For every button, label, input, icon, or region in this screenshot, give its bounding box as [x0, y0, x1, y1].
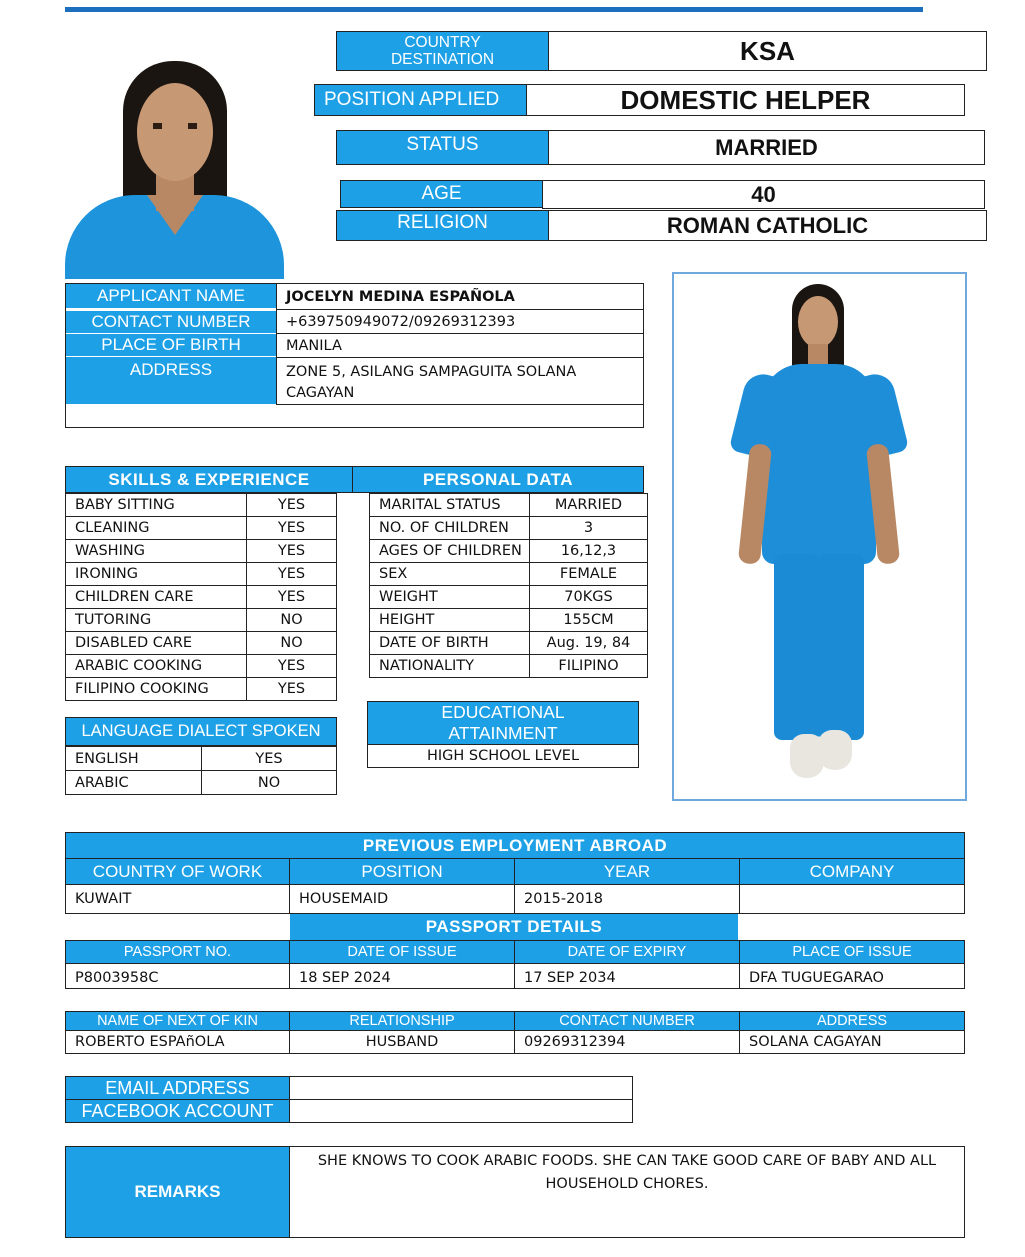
skill-name-cell: BABY SITTING	[65, 493, 247, 517]
passport-col-issue: DATE OF ISSUE	[289, 940, 515, 964]
language-name-cell: ENGLISH	[65, 746, 202, 771]
facebook-label: FACEBOOK ACCOUNT	[65, 1099, 290, 1123]
place-of-birth-label: PLACE OF BIRTH	[66, 334, 276, 356]
passport-issue-value: 18 SEP 2024	[289, 963, 515, 989]
contact-number-value: +639750949072/09269312393	[276, 309, 644, 334]
personal-value-cell: FEMALE	[529, 562, 648, 586]
applicant-name-value: JOCELYN MEDINA ESPAÑOLA	[276, 283, 644, 310]
education-value: HIGH SCHOOL LEVEL	[367, 744, 639, 768]
right-shoe-shape	[818, 730, 852, 770]
language-name-cell: ARABIC	[65, 770, 202, 795]
personal-field-cell: SEX	[369, 562, 530, 586]
employment-col-position: POSITION	[289, 858, 515, 885]
scrub-pants-right-shape	[818, 554, 864, 740]
language-value-cell: NO	[201, 770, 337, 795]
kin-col-address: ADDRESS	[739, 1011, 965, 1031]
address-label: ADDRESS	[66, 357, 276, 404]
employment-title: PREVIOUS EMPLOYMENT ABROAD	[65, 832, 965, 859]
passport-place-value: DFA TUGUEGARAO	[739, 963, 965, 989]
status-value: MARRIED	[548, 130, 985, 165]
employment-company-cell	[739, 884, 965, 914]
kin-relationship-value: HUSBAND	[289, 1030, 515, 1054]
skill-value-cell: NO	[246, 631, 337, 655]
position-applied-label: POSITION APPLIED	[314, 84, 527, 116]
employment-position-cell: HOUSEMAID	[289, 884, 515, 914]
age-value: 40	[542, 180, 985, 209]
employment-col-company: COMPANY	[739, 858, 965, 885]
skill-value-cell: YES	[246, 516, 337, 540]
facebook-value	[289, 1099, 633, 1123]
kin-name-value: ROBERTO ESPAñOLA	[65, 1030, 290, 1054]
skill-value-cell: YES	[246, 585, 337, 609]
place-of-birth-value: MANILA	[276, 333, 644, 358]
skill-name-cell: IRONING	[65, 562, 247, 586]
personal-data-title: PERSONAL DATA	[352, 466, 644, 493]
passport-number-value: P8003958C	[65, 963, 290, 989]
passport-expiry-value: 17 SEP 2034	[514, 963, 740, 989]
kin-contact-value: 09269312394	[514, 1030, 740, 1054]
religion-value: ROMAN CATHOLIC	[548, 210, 987, 241]
kin-address-value: SOLANA CAGAYAN	[739, 1030, 965, 1054]
personal-value-cell: Aug. 19, 84	[529, 631, 648, 655]
employment-col-year: YEAR	[514, 858, 740, 885]
remarks-value: SHE KNOWS TO COOK ARABIC FOODS. SHE CAN TAKE GOOD CARE OF BABY AND ALL HOUSEHOLD CHORES.	[289, 1146, 965, 1238]
personal-field-cell: DATE OF BIRTH	[369, 631, 530, 655]
face-shape	[137, 83, 213, 181]
personal-value-cell: 3	[529, 516, 648, 540]
address-value: ZONE 5, ASILANG SAMPAGUITA SOLANA CAGAYAN	[276, 357, 644, 405]
country-destination-value: KSA	[548, 31, 987, 71]
skill-name-cell: WASHING	[65, 539, 247, 563]
employment-col-country: COUNTRY OF WORK	[65, 858, 290, 885]
personal-value-cell: FILIPINO	[529, 654, 648, 678]
face-shape	[798, 296, 838, 348]
personal-value-cell: 16,12,3	[529, 539, 648, 563]
scrub-pants-left-shape	[774, 554, 820, 740]
kin-col-relationship: RELATIONSHIP	[289, 1011, 515, 1031]
skill-value-cell: YES	[246, 654, 337, 678]
skill-value-cell: YES	[246, 493, 337, 517]
skill-name-cell: ARABIC COOKING	[65, 654, 247, 678]
applicant-headshot-photo	[65, 35, 284, 279]
personal-value-cell: 70KGS	[529, 585, 648, 609]
skill-name-cell: FILIPINO COOKING	[65, 677, 247, 701]
language-value-cell: YES	[201, 746, 337, 771]
top-rule	[65, 7, 923, 12]
language-title: LANGUAGE DIALECT SPOKEN	[65, 717, 337, 746]
skill-name-cell: CLEANING	[65, 516, 247, 540]
personal-value-cell: MARRIED	[529, 493, 648, 517]
personal-field-cell: MARITAL STATUS	[369, 493, 530, 517]
age-label: AGE	[340, 180, 543, 208]
skills-title: SKILLS & EXPERIENCE	[65, 466, 353, 493]
contact-number-label: CONTACT NUMBER	[66, 311, 276, 333]
email-label: EMAIL ADDRESS	[65, 1076, 290, 1100]
applicant-name-label: APPLICANT NAME	[66, 284, 276, 308]
skill-name-cell: TUTORING	[65, 608, 247, 632]
personal-field-cell: WEIGHT	[369, 585, 530, 609]
kin-col-name: NAME OF NEXT OF KIN	[65, 1011, 290, 1031]
skill-value-cell: YES	[246, 562, 337, 586]
religion-label: RELIGION	[336, 210, 549, 241]
skill-name-cell: DISABLED CARE	[65, 631, 247, 655]
status-label: STATUS	[336, 130, 549, 165]
personal-field-cell: HEIGHT	[369, 608, 530, 632]
country-destination-label: COUNTRY DESTINATION	[336, 31, 549, 71]
skill-value-cell: NO	[246, 608, 337, 632]
personal-field-cell: NO. OF CHILDREN	[369, 516, 530, 540]
eyes-shape	[153, 123, 197, 129]
remarks-label: REMARKS	[65, 1146, 290, 1238]
v-neck-shape	[147, 195, 203, 235]
education-title: EDUCATIONAL ATTAINMENT	[367, 701, 639, 745]
email-value	[289, 1076, 633, 1100]
skill-value-cell: YES	[246, 677, 337, 701]
kin-col-contact: CONTACT NUMBER	[514, 1011, 740, 1031]
passport-title: PASSPORT DETAILS	[290, 914, 738, 940]
personal-field-cell: NATIONALITY	[369, 654, 530, 678]
skill-value-cell: YES	[246, 539, 337, 563]
personal-value-cell: 155CM	[529, 608, 648, 632]
applicant-full-body-photo	[672, 272, 967, 801]
personal-field-cell: AGES OF CHILDREN	[369, 539, 530, 563]
position-applied-value: DOMESTIC HELPER	[526, 84, 965, 116]
passport-col-place: PLACE OF ISSUE	[739, 940, 965, 964]
employment-year-cell: 2015-2018	[514, 884, 740, 914]
passport-col-number: PASSPORT NO.	[65, 940, 290, 964]
employment-country-cell: KUWAIT	[65, 884, 290, 914]
passport-col-expiry: DATE OF EXPIRY	[514, 940, 740, 964]
skill-name-cell: CHILDREN CARE	[65, 585, 247, 609]
